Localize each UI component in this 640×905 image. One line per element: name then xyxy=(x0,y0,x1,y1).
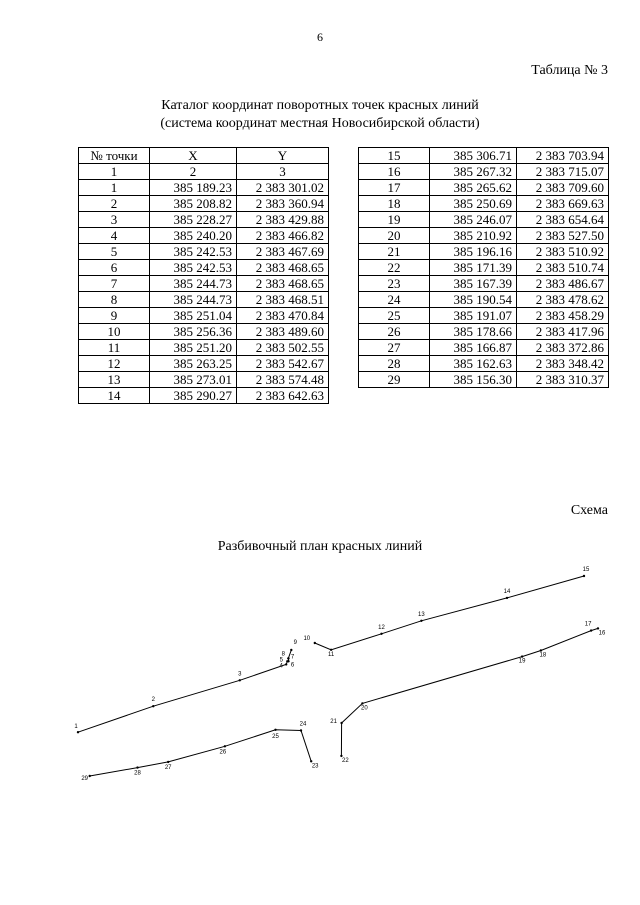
turning-point-marker xyxy=(77,731,79,733)
table-row xyxy=(359,276,609,292)
y-coordinate-cell: 2 383 527.50 xyxy=(517,228,609,244)
y-coordinate-cell: 2 383 466.82 xyxy=(237,228,329,244)
y-coordinate-cell: 2 383 468.65 xyxy=(237,260,329,276)
table-row xyxy=(359,308,609,324)
x-coordinate-cell: 385 210.92 xyxy=(430,228,517,244)
table-row xyxy=(359,340,609,356)
y-coordinate-cell: 2 383 669.63 xyxy=(517,196,609,212)
y-coordinate-cell: 2 383 348.42 xyxy=(517,356,609,372)
x-coordinate-cell: 385 167.39 xyxy=(430,276,517,292)
table-row xyxy=(359,292,609,308)
table-row xyxy=(359,228,609,244)
point-number-cell: 5 xyxy=(79,244,150,260)
turning-point-marker xyxy=(340,755,342,757)
x-coordinate-cell: 385 228.27 xyxy=(150,212,237,228)
table-row xyxy=(79,388,329,404)
point-number-cell: 10 xyxy=(79,324,150,340)
turning-point-marker xyxy=(274,729,276,731)
staking-plan-diagram xyxy=(0,560,640,800)
turning-point-marker xyxy=(420,620,422,622)
turning-point-marker xyxy=(89,775,91,777)
x-coordinate-cell: 385 196.16 xyxy=(430,244,517,260)
point-label: 8 xyxy=(281,651,285,658)
point-label: 17 xyxy=(584,621,592,628)
table-row xyxy=(79,292,329,308)
point-label: 18 xyxy=(539,652,547,659)
x-coordinate-cell: 385 306.71 xyxy=(430,148,517,164)
point-number-cell: 23 xyxy=(359,276,430,292)
turning-point-marker xyxy=(287,660,289,662)
turning-point-marker xyxy=(540,649,542,651)
y-coordinate-cell: 2 383 417.96 xyxy=(517,324,609,340)
red-line-segment xyxy=(341,628,598,756)
y-coordinate-cell: 2 383 310.37 xyxy=(517,372,609,388)
y-coordinate-cell: 2 383 301.02 xyxy=(237,180,329,196)
point-number-cell: 13 xyxy=(79,372,150,388)
y-coordinate-cell: 2 383 468.51 xyxy=(237,292,329,308)
column-number: 2 xyxy=(150,164,237,180)
table-row xyxy=(359,180,609,196)
point-number-cell: 4 xyxy=(79,228,150,244)
table-row xyxy=(79,228,329,244)
header-x: X xyxy=(150,148,237,164)
point-label: 10 xyxy=(303,636,311,642)
point-label: 3 xyxy=(238,671,242,678)
point-number-cell: 17 xyxy=(359,180,430,196)
table-row xyxy=(79,356,329,372)
x-coordinate-cell: 385 256.36 xyxy=(150,324,237,340)
red-line-segment xyxy=(315,576,584,650)
y-coordinate-cell: 2 383 574.48 xyxy=(237,372,329,388)
point-number-cell: 21 xyxy=(359,244,430,260)
point-label: 29 xyxy=(81,776,89,782)
point-label: 15 xyxy=(582,567,590,573)
table-header-row xyxy=(79,148,329,164)
y-coordinate-cell: 2 383 468.65 xyxy=(237,276,329,292)
y-coordinate-cell: 2 383 486.67 xyxy=(517,276,609,292)
catalog-subtitle: (система координат местная Новосибирской области) xyxy=(160,116,480,131)
y-coordinate-cell: 2 383 510.92 xyxy=(517,244,609,260)
table-column-number-row xyxy=(79,164,329,180)
turning-point-marker xyxy=(310,760,312,762)
table-row xyxy=(359,164,609,180)
y-coordinate-cell: 2 383 542.67 xyxy=(237,356,329,372)
table-row xyxy=(79,372,329,388)
point-label: 6 xyxy=(290,662,295,669)
table-row xyxy=(359,356,609,372)
point-label: 25 xyxy=(272,733,279,740)
coordinates-table-left xyxy=(78,147,329,404)
point-number-cell: 25 xyxy=(359,308,430,324)
table-right-body xyxy=(359,148,609,388)
x-coordinate-cell: 385 191.07 xyxy=(430,308,517,324)
point-label: 14 xyxy=(503,588,511,595)
point-number-cell: 20 xyxy=(359,228,430,244)
point-label: 1 xyxy=(74,724,78,731)
turning-point-marker xyxy=(361,702,363,704)
point-label: 7 xyxy=(290,654,295,661)
x-coordinate-cell: 385 171.39 xyxy=(430,260,517,276)
point-label: 26 xyxy=(219,749,227,756)
x-coordinate-cell: 385 273.01 xyxy=(150,372,237,388)
point-number-cell: 15 xyxy=(359,148,430,164)
scheme-label: Схема xyxy=(570,503,608,518)
table-row xyxy=(79,324,329,340)
x-coordinate-cell: 385 251.20 xyxy=(150,340,237,356)
point-number-cell: 11 xyxy=(79,340,150,356)
point-number-cell: 8 xyxy=(79,292,150,308)
point-label: 2 xyxy=(151,697,155,704)
y-coordinate-cell: 2 383 654.64 xyxy=(517,212,609,228)
point-number-cell: 14 xyxy=(79,388,150,404)
x-coordinate-cell: 385 267.32 xyxy=(430,164,517,180)
point-number-cell: 28 xyxy=(359,356,430,372)
turning-point-marker xyxy=(506,597,508,599)
table-row xyxy=(79,340,329,356)
y-coordinate-cell: 2 383 510.74 xyxy=(517,260,609,276)
point-label: 22 xyxy=(342,757,349,764)
page-number: 6 xyxy=(317,30,323,44)
point-number-cell: 7 xyxy=(79,276,150,292)
y-coordinate-cell: 2 383 709.60 xyxy=(517,180,609,196)
x-coordinate-cell: 385 162.63 xyxy=(430,356,517,372)
x-coordinate-cell: 385 178.66 xyxy=(430,324,517,340)
x-coordinate-cell: 385 246.07 xyxy=(430,212,517,228)
x-coordinate-cell: 385 208.82 xyxy=(150,196,237,212)
x-coordinate-cell: 385 242.53 xyxy=(150,244,237,260)
point-label: 4 xyxy=(279,663,283,670)
y-coordinate-cell: 2 383 502.55 xyxy=(237,340,329,356)
column-number: 1 xyxy=(79,164,150,180)
x-coordinate-cell: 385 263.25 xyxy=(150,356,237,372)
x-coordinate-cell: 385 189.23 xyxy=(150,180,237,196)
point-number-cell: 16 xyxy=(359,164,430,180)
x-coordinate-cell: 385 244.73 xyxy=(150,276,237,292)
turning-point-marker xyxy=(330,649,332,651)
turning-point-marker xyxy=(590,629,592,631)
x-coordinate-cell: 385 242.53 xyxy=(150,260,237,276)
table-row xyxy=(79,276,329,292)
turning-point-marker xyxy=(380,633,382,635)
point-number-cell: 19 xyxy=(359,212,430,228)
turning-point-marker xyxy=(300,729,302,731)
turning-point-marker xyxy=(136,766,138,768)
point-number-cell: 2 xyxy=(79,196,150,212)
point-number-cell: 29 xyxy=(359,372,430,388)
turning-point-marker xyxy=(239,679,241,681)
x-coordinate-cell: 385 240.20 xyxy=(150,228,237,244)
x-coordinate-cell: 385 250.69 xyxy=(430,196,517,212)
table-row xyxy=(359,196,609,212)
coordinates-table-right xyxy=(358,147,609,388)
plan-title: Разбивочный план красных линий xyxy=(217,539,423,554)
turning-point-marker xyxy=(152,705,154,707)
table-row xyxy=(79,260,329,276)
turning-point-marker xyxy=(167,761,169,763)
point-label: 23 xyxy=(311,763,319,770)
x-coordinate-cell: 385 265.62 xyxy=(430,180,517,196)
point-number-cell: 18 xyxy=(359,196,430,212)
point-number-cell: 3 xyxy=(79,212,150,228)
y-coordinate-cell: 2 383 372.86 xyxy=(517,340,609,356)
x-coordinate-cell: 385 290.27 xyxy=(150,388,237,404)
y-coordinate-cell: 2 383 458.29 xyxy=(517,308,609,324)
y-coordinate-cell: 2 383 703.94 xyxy=(517,148,609,164)
point-number-cell: 26 xyxy=(359,324,430,340)
y-coordinate-cell: 2 383 642.63 xyxy=(237,388,329,404)
turning-point-marker xyxy=(597,627,599,629)
point-label: 28 xyxy=(134,770,141,777)
y-coordinate-cell: 2 383 715.07 xyxy=(517,164,609,180)
point-label: 11 xyxy=(327,651,335,658)
table-row xyxy=(359,148,609,164)
table-row xyxy=(79,308,329,324)
point-number-cell: 24 xyxy=(359,292,430,308)
turning-point-marker xyxy=(583,575,585,577)
point-label: 21 xyxy=(330,719,337,725)
point-number-cell: 1 xyxy=(79,180,150,196)
column-number: 3 xyxy=(237,164,329,180)
table-row xyxy=(79,212,329,228)
y-coordinate-cell: 2 383 360.94 xyxy=(237,196,329,212)
table-left-body xyxy=(79,180,329,404)
point-label: 24 xyxy=(299,721,307,728)
table-label: Таблица № 3 xyxy=(531,63,608,78)
point-number-cell: 27 xyxy=(359,340,430,356)
point-number-cell: 12 xyxy=(79,356,150,372)
table-row xyxy=(359,244,609,260)
turning-point-marker xyxy=(285,663,287,665)
x-coordinate-cell: 385 190.54 xyxy=(430,292,517,308)
point-label: 12 xyxy=(378,624,385,631)
turning-point-marker xyxy=(314,642,316,644)
catalog-title: Каталог координат поворотных точек красных линий xyxy=(161,98,479,113)
header-y: Y xyxy=(237,148,329,164)
table-row xyxy=(79,180,329,196)
turning-point-marker xyxy=(521,655,523,657)
table-row xyxy=(79,196,329,212)
table-row xyxy=(359,212,609,228)
x-coordinate-cell: 385 166.87 xyxy=(430,340,517,356)
point-number-cell: 6 xyxy=(79,260,150,276)
point-number-cell: 22 xyxy=(359,260,430,276)
table-row xyxy=(359,324,609,340)
x-coordinate-cell: 385 156.30 xyxy=(430,372,517,388)
x-coordinate-cell: 385 244.73 xyxy=(150,292,237,308)
point-label: 16 xyxy=(598,630,606,637)
y-coordinate-cell: 2 383 478.62 xyxy=(517,292,609,308)
y-coordinate-cell: 2 383 489.60 xyxy=(237,324,329,340)
y-coordinate-cell: 2 383 467.69 xyxy=(237,244,329,260)
table-row xyxy=(79,244,329,260)
y-coordinate-cell: 2 383 429.88 xyxy=(237,212,329,228)
turning-point-marker xyxy=(290,649,292,651)
point-number-cell: 9 xyxy=(79,308,150,324)
red-line-segment xyxy=(78,650,291,732)
y-coordinate-cell: 2 383 470.84 xyxy=(237,308,329,324)
x-coordinate-cell: 385 251.04 xyxy=(150,308,237,324)
point-label: 27 xyxy=(164,764,172,771)
turning-point-marker xyxy=(224,745,226,747)
table-row xyxy=(359,260,609,276)
point-label: 9 xyxy=(293,640,297,646)
point-label: 5 xyxy=(279,657,283,664)
header-point-number: № точки xyxy=(79,148,150,164)
point-label: 13 xyxy=(418,611,425,618)
turning-point-marker xyxy=(340,722,342,724)
point-label: 20 xyxy=(361,705,368,712)
turning-point-marker xyxy=(287,657,289,659)
table-row xyxy=(359,372,609,388)
point-label: 19 xyxy=(518,658,526,665)
